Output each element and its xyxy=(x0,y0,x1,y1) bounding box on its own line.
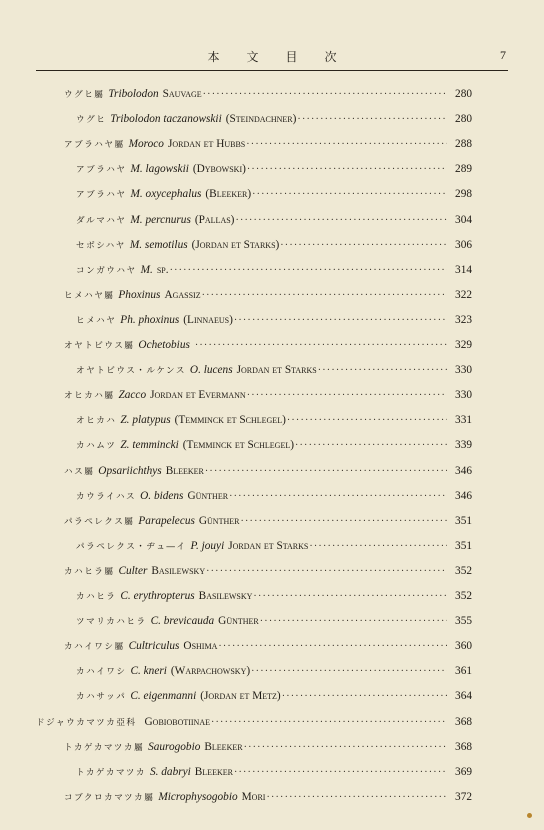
dot-leader xyxy=(244,740,447,756)
dot-leader xyxy=(234,765,447,781)
toc-entry-japanese-name: セボシハヤ xyxy=(76,241,126,251)
dot-leader xyxy=(266,790,447,806)
toc-entry-page-number: 306 xyxy=(455,239,472,251)
toc-entry[interactable] xyxy=(76,186,472,202)
toc-entry-scientific-name: Parapelecus xyxy=(138,515,195,527)
toc-entry-japanese-name: パラペレクス屬 xyxy=(64,517,135,527)
page-header xyxy=(36,48,508,66)
toc-entry-scientific-name: Z. temmincki xyxy=(120,439,179,451)
toc-entry-author: Mori xyxy=(241,791,266,803)
toc-entry-page-number: 368 xyxy=(455,716,472,728)
toc-entry-page-number: 368 xyxy=(455,741,472,753)
dot-leader xyxy=(235,213,447,229)
toc-entry-japanese-name: カハイワシ xyxy=(76,667,127,677)
toc-entry-page-number: 360 xyxy=(455,640,472,652)
toc-entry-author: (Pallas) xyxy=(194,214,235,226)
dot-leader xyxy=(282,689,447,705)
toc-entry-author: sp. xyxy=(156,264,169,276)
toc-entry-japanese-name: ウグヒ屬 xyxy=(64,90,105,100)
toc-entry-page-number: 289 xyxy=(455,163,472,175)
toc-entry-japanese-name: カハヒラ屬 xyxy=(64,567,115,577)
toc-entry-japanese-name: アブラハヤ屬 xyxy=(64,140,125,150)
paper-stain xyxy=(527,813,532,818)
dot-leader xyxy=(309,539,447,555)
toc-entry-scientific-name: M. lagowskii xyxy=(130,163,189,175)
toc-entry[interactable] xyxy=(76,412,472,428)
dot-leader xyxy=(202,288,447,304)
toc-entry-scientific-name: Tribolodon xyxy=(108,88,159,100)
toc-entry-page-number: 330 xyxy=(455,364,472,376)
dot-leader xyxy=(260,614,447,630)
toc-entry-author: Jordan et Starks xyxy=(236,364,317,376)
toc-entry-author: Günther xyxy=(218,615,259,627)
toc-entry[interactable] xyxy=(64,387,472,403)
toc-entry[interactable] xyxy=(64,337,472,353)
toc-entry-page-number: 351 xyxy=(455,540,472,552)
toc-entry-scientific-name: Opsariichthys xyxy=(98,465,162,477)
toc-entry-scientific-name: Ph. phoxinus xyxy=(120,314,180,326)
toc-entry-author: Jordan et Evermann xyxy=(150,389,246,401)
toc-entry-japanese-name: オヤトビウス・ルケンス xyxy=(76,366,186,376)
toc-entry-japanese-name: ヒメハヤ xyxy=(76,316,117,326)
toc-entry-japanese-name: カハイワシ屬 xyxy=(64,642,125,652)
dot-leader xyxy=(247,388,447,404)
toc-entry-author: (Dybowski) xyxy=(192,163,246,175)
toc-entry-page-number: 351 xyxy=(455,515,472,527)
toc-entry-author: (Steindachner) xyxy=(225,113,297,125)
dot-leader xyxy=(295,438,447,454)
toc-entry-scientific-name: S. dabryi xyxy=(149,766,191,778)
dot-leader xyxy=(203,87,447,103)
toc-entry[interactable] xyxy=(64,287,472,303)
dot-leader xyxy=(206,564,447,580)
toc-entry[interactable] xyxy=(76,588,472,604)
toc-entry[interactable] xyxy=(76,613,472,629)
toc-entry[interactable] xyxy=(76,688,472,704)
dot-leader xyxy=(280,238,447,254)
dot-leader xyxy=(246,137,447,153)
toc-entry-author: (Jordan et Metz) xyxy=(200,690,281,702)
toc-entry-author: Bleeker xyxy=(165,465,204,477)
toc-entry-japanese-name: ウグヒ xyxy=(76,115,107,125)
toc-entry[interactable] xyxy=(64,789,472,805)
toc-entry-japanese-name: カハムツ xyxy=(76,441,117,451)
page-title: 本 文 目 次 xyxy=(207,50,349,64)
toc-entry-scientific-name: P. jouyi xyxy=(190,540,225,552)
toc-entry-author: (Temminck et Schlegel) xyxy=(182,439,294,451)
dot-leader xyxy=(318,363,447,379)
toc-entry-author: Gobiobotiinae xyxy=(144,716,210,728)
page-number: 7 xyxy=(500,48,506,62)
toc-entry-japanese-name: オヒカハ xyxy=(76,416,117,426)
toc-entry-scientific-name: Moroco xyxy=(128,138,164,150)
toc-entry-page-number: 364 xyxy=(455,690,472,702)
toc-entry[interactable] xyxy=(76,111,472,127)
toc-entry-japanese-name: カハサッパ xyxy=(76,692,127,702)
dot-leader xyxy=(240,514,447,530)
toc-entry-scientific-name: M. xyxy=(140,264,153,276)
toc-entry-japanese-name: トカゲカマツカ屬 xyxy=(64,743,145,753)
toc-entry-japanese-name: コブクロカマツカ屬 xyxy=(64,793,155,803)
toc-entry-author: Jordan et Hubbs xyxy=(167,138,246,150)
toc-entry-author: Günther xyxy=(198,515,240,527)
toc-entry-author: Agassiz xyxy=(164,289,201,301)
toc-entry[interactable] xyxy=(64,463,472,479)
toc-entry-japanese-name: ドジャウカマツカ亞科 xyxy=(36,718,137,728)
toc-entry[interactable] xyxy=(64,563,472,579)
toc-entry-scientific-name: C. eigenmanni xyxy=(130,690,197,702)
toc-entry-page-number: 352 xyxy=(455,590,472,602)
toc-entry-page-number: 339 xyxy=(455,439,472,451)
dot-leader xyxy=(229,489,447,505)
toc-entry-author: Basilewsky xyxy=(151,565,206,577)
dot-leader xyxy=(170,263,447,279)
toc-entry-scientific-name: C. kneri xyxy=(130,665,167,677)
toc-entry[interactable] xyxy=(76,312,472,328)
toc-entry-scientific-name: Culter xyxy=(118,565,148,577)
toc-entry[interactable] xyxy=(64,86,472,102)
toc-entry-scientific-name: Zacco xyxy=(118,389,147,401)
toc-entry-page-number: 346 xyxy=(455,490,472,502)
toc-entry-page-number: 346 xyxy=(455,465,472,477)
toc-entry[interactable] xyxy=(76,663,472,679)
toc-entry-page-number: 322 xyxy=(455,289,472,301)
toc-entry[interactable] xyxy=(76,262,472,278)
toc-entry-japanese-name: パラペレクス・ヂュ―イ xyxy=(76,542,187,552)
header-rule xyxy=(36,70,508,71)
dot-leader xyxy=(247,162,447,178)
toc-entry-author: (Warpachowsky) xyxy=(170,665,251,677)
toc-entry[interactable] xyxy=(64,638,472,654)
toc-entry-japanese-name: ダルマハヤ xyxy=(76,216,127,226)
toc-entry-japanese-name: トカゲカマツカ xyxy=(76,768,146,778)
toc-entry-scientific-name: M. oxycephalus xyxy=(130,188,202,200)
toc-entry[interactable] xyxy=(76,538,472,554)
toc-entry[interactable] xyxy=(76,212,472,228)
toc-entry-author: Jordan et Starks xyxy=(228,540,309,552)
toc-entry[interactable] xyxy=(76,437,472,453)
toc-entry[interactable] xyxy=(76,488,472,504)
toc-entry-scientific-name: Z. platypus xyxy=(120,414,171,426)
toc-entry-japanese-name: オヤトビウス屬 xyxy=(64,341,135,351)
toc-entry[interactable] xyxy=(76,362,472,378)
toc-entry-author: Günther xyxy=(187,490,229,502)
toc-entry-author: Oshima xyxy=(183,640,218,652)
dot-leader xyxy=(253,589,447,605)
toc-entry-page-number: 355 xyxy=(455,615,472,627)
toc-entry-page-number: 304 xyxy=(455,214,472,226)
dot-leader xyxy=(251,664,447,680)
toc-entry-scientific-name: Microphysogobio xyxy=(158,791,238,803)
dot-leader xyxy=(234,313,447,329)
toc-entry-scientific-name: C. erythropterus xyxy=(120,590,195,602)
toc-entry-japanese-name: ヒメハヤ屬 xyxy=(64,291,115,301)
dot-leader xyxy=(287,413,447,429)
toc-entry-page-number: 298 xyxy=(455,188,472,200)
toc-entry[interactable] xyxy=(36,714,472,730)
toc-entry-scientific-name: Cultriculus xyxy=(128,640,180,652)
toc-entry-japanese-name: カウライハス xyxy=(76,492,137,502)
toc-entry-scientific-name: Phoxinus xyxy=(118,289,161,301)
toc-entry-author: Sauvage xyxy=(162,88,202,100)
toc-entry-scientific-name: M. percnurus xyxy=(130,214,191,226)
toc-entry[interactable] xyxy=(76,764,472,780)
dot-leader xyxy=(297,112,447,128)
toc-entry-page-number: 361 xyxy=(455,665,472,677)
toc-entry-page-number: 372 xyxy=(455,791,472,803)
toc-entry-japanese-name: カハヒラ xyxy=(76,592,117,602)
toc-entry[interactable] xyxy=(76,237,472,253)
toc-entry-japanese-name: アブラハヤ xyxy=(76,190,127,200)
toc-entry-page-number: 369 xyxy=(455,766,472,778)
toc-entry-author: Bleeker xyxy=(204,741,243,753)
toc-entry-page-number: 314 xyxy=(455,264,472,276)
toc-entry-page-number: 330 xyxy=(455,389,472,401)
toc-entry-page-number: 323 xyxy=(455,314,472,326)
toc-entry-page-number: 331 xyxy=(455,414,472,426)
toc-entry-japanese-name: ハス屬 xyxy=(64,467,95,477)
toc-entry-author: Basilewsky xyxy=(198,590,253,602)
toc-entry-author: (Linnaeus) xyxy=(183,314,233,326)
toc-entry[interactable] xyxy=(76,161,472,177)
toc-entry-scientific-name: C. brevicauda xyxy=(150,615,215,627)
toc-entry-scientific-name: Tribolodon taczanowskii xyxy=(110,113,222,125)
toc-entry-japanese-name: コンガウハヤ xyxy=(76,266,137,276)
toc-entry-page-number: 329 xyxy=(455,339,472,351)
dot-leader xyxy=(205,464,447,480)
toc-entry-japanese-name: アブラハヤ xyxy=(76,165,127,175)
toc-entry[interactable] xyxy=(64,136,472,152)
toc-entry-scientific-name: M. semotilus xyxy=(129,239,188,251)
toc-entry-japanese-name: ツマリカハヒラ xyxy=(76,617,147,627)
dot-leader xyxy=(195,338,447,354)
dot-leader xyxy=(218,639,447,655)
dot-leader xyxy=(211,715,447,731)
toc-entry-page-number: 280 xyxy=(455,88,472,100)
toc-entry-scientific-name: O. lucens xyxy=(189,364,233,376)
toc-entry-scientific-name: O. bidens xyxy=(140,490,184,502)
toc-entry-author: Bleeker xyxy=(194,766,233,778)
toc-entry-author: (Bleeker) xyxy=(205,188,252,200)
toc-entry-page-number: 280 xyxy=(455,113,472,125)
toc-entry[interactable] xyxy=(64,513,472,529)
toc-entry[interactable] xyxy=(64,739,472,755)
toc-entry-japanese-name: オヒカハ屬 xyxy=(64,391,115,401)
toc-entry-page-number: 352 xyxy=(455,565,472,577)
dot-leader xyxy=(252,187,447,203)
toc-entry-scientific-name: Ochetobius xyxy=(138,339,190,351)
toc-entry-scientific-name: Saurogobio xyxy=(148,741,201,753)
toc-entry-author: (Temminck et Schlegel) xyxy=(174,414,286,426)
toc-entry-page-number: 288 xyxy=(455,138,472,150)
toc-entry-author: (Jordan et Starks) xyxy=(191,239,280,251)
